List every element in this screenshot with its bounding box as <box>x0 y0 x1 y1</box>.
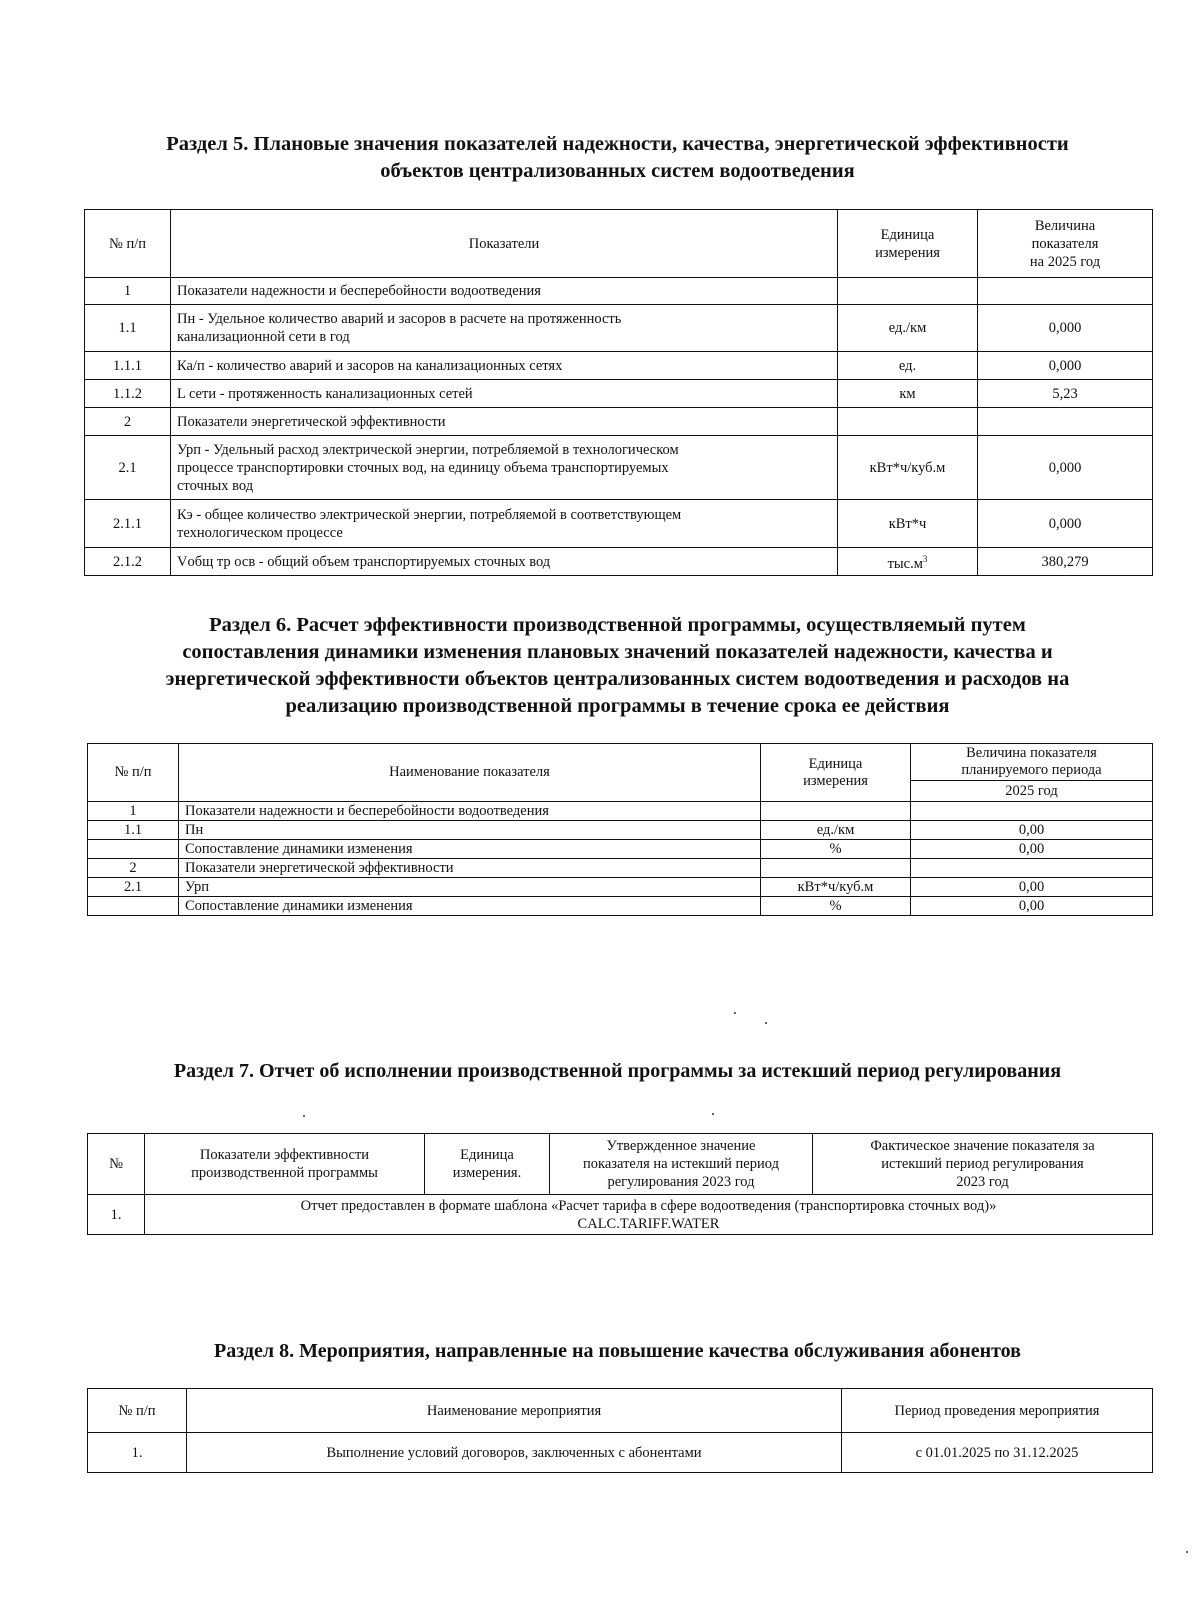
report-text-line2: CALC.TARIFF.WATER <box>577 1215 720 1232</box>
cell-unit <box>761 859 911 878</box>
col-header-num: № п/п <box>88 1389 187 1433</box>
cell-unit: ед./км <box>838 305 978 352</box>
cell-value: 0,00 <box>911 840 1153 859</box>
cell-value <box>911 802 1153 821</box>
cell-num: 1. <box>88 1433 187 1473</box>
cell-unit: ед./км <box>761 821 911 840</box>
cell-num: 1 <box>88 802 179 821</box>
col-header-actual-line1: Фактическое значение показателя за <box>870 1138 1095 1154</box>
col-header-approved-line1: Утвержденное значение <box>606 1138 756 1154</box>
scan-speck <box>1186 1551 1188 1553</box>
cell-indicator <box>171 436 838 500</box>
col-header-value-line3: на 2025 год <box>1029 253 1101 270</box>
col-header-period: Период проведения мероприятия <box>842 1389 1153 1433</box>
cell-indicator-line2: канализационной сети в год <box>177 329 350 345</box>
cell-value: 0,000 <box>978 436 1153 500</box>
col-header-num: № п/п <box>88 744 179 802</box>
cell-indicator-line2: процессе транспортировки сточных вод, на единицу объема транспортируемых <box>177 459 669 476</box>
section6-title-line2: сопоставления динамики изменения плановых значений показателей надежности, качества и <box>182 641 1053 663</box>
cell-report-text <box>145 1195 1153 1235</box>
table-row <box>88 821 1153 840</box>
cell-indicator: Vобщ тр осв - общий объем транспортируемых сточных вод <box>171 548 838 576</box>
cell-indicator: Ка/п - количество аварий и засоров на канализационных сетях <box>171 352 838 380</box>
section6-title-line4: реализацию производственной программы в течение срока ее действия <box>285 695 950 717</box>
cell-unit <box>761 802 911 821</box>
cell-indicator-line3: сточных вод <box>177 477 254 494</box>
cell-num <box>88 897 179 916</box>
col-header-value <box>978 210 1153 278</box>
cell-num: 1 <box>85 278 171 305</box>
col-header-value <box>911 744 1153 781</box>
col-header-unit-line1: Единица <box>880 226 935 243</box>
table-row <box>85 500 1153 548</box>
col-header-approved-line3: регулирования 2023 год <box>607 1174 755 1190</box>
cell-indicator: L сети - протяженность канализационных сетей <box>171 380 838 408</box>
cell-value <box>911 859 1153 878</box>
col-header-approved-line2: показателя на истекший период <box>583 1156 779 1172</box>
cell-num: 2 <box>85 408 171 436</box>
cell-indicator: Показатели надежности и бесперебойности водоотведения <box>171 278 838 305</box>
cell-num: 2 <box>88 859 179 878</box>
scan-speck <box>303 1115 305 1117</box>
table-row <box>88 859 1153 878</box>
col-header-indicators-line2: производственной программы <box>191 1165 378 1181</box>
section5-table <box>84 209 1153 576</box>
cell-name: Показатели энергетической эффективности <box>179 859 761 878</box>
col-header-indicator: Показатели <box>171 210 838 278</box>
unit-superscript: 3 <box>922 554 928 565</box>
cell-value <box>978 408 1153 436</box>
table-row <box>85 278 1153 305</box>
col-header-value-line2: планируемого периода <box>961 762 1102 778</box>
col-header-approved <box>550 1134 813 1195</box>
cell-unit: кВт*ч/куб.м <box>761 878 911 897</box>
cell-value: 0,00 <box>911 878 1153 897</box>
col-header-unit-line1: Единица <box>460 1147 514 1163</box>
table-row <box>85 352 1153 380</box>
report-text-line1: Отчет предоставлен в формате шаблона «Расчет тарифа в сфере водоотведения (транспортировка сточных вод)» <box>300 1197 997 1214</box>
table-header-row <box>85 210 1153 278</box>
col-header-value-line1: Величина показателя <box>966 745 1097 761</box>
cell-unit: % <box>761 840 911 859</box>
table-row <box>85 408 1153 436</box>
cell-indicator-line2: технологическом процессе <box>177 524 343 541</box>
cell-num: 1. <box>88 1195 145 1235</box>
cell-unit: ед. <box>838 352 978 380</box>
col-header-actual-line3: 2023 год <box>956 1174 1009 1190</box>
cell-value: 0,000 <box>978 352 1153 380</box>
col-header-unit <box>425 1134 550 1195</box>
col-header-unit <box>761 744 911 802</box>
table-row <box>85 436 1153 500</box>
col-header-unit-line2: измерения <box>875 244 940 261</box>
cell-name: Сопоставление динамики изменения <box>179 840 761 859</box>
cell-name: Сопоставление динамики изменения <box>179 897 761 916</box>
cell-indicator <box>171 500 838 548</box>
section8-title: Раздел 8. Мероприятия, направленные на повышение качества обслуживания абонентов <box>214 1340 1021 1362</box>
section6-table <box>87 743 1153 916</box>
table-row <box>88 1195 1153 1235</box>
table-row <box>88 1433 1153 1473</box>
section7-title: Раздел 7. Отчет об исполнении производственной программы за истекший период регулирования <box>173 1060 1062 1082</box>
table-header-row <box>88 1134 1153 1195</box>
col-header-value-line1: Величина <box>1034 217 1096 234</box>
cell-unit: км <box>838 380 978 408</box>
unit-text: тыс.м <box>887 555 923 572</box>
cell-value: 0,000 <box>978 500 1153 548</box>
cell-num <box>88 840 179 859</box>
col-header-value-line2: показателя <box>1031 235 1099 252</box>
section7-table <box>87 1133 1153 1235</box>
cell-unit: кВт*ч <box>838 500 978 548</box>
cell-num: 1.1.1 <box>85 352 171 380</box>
col-header-actual <box>813 1134 1153 1195</box>
cell-indicator <box>171 305 838 352</box>
section5-title-line1: Раздел 5. Плановые значения показателей надежности, качества, энергетической эффективности <box>166 133 1069 155</box>
cell-indicator-line1: Урп - Удельный расход электрической энергии, потребляемой в технологическом <box>177 441 679 458</box>
table-row <box>85 380 1153 408</box>
cell-unit <box>838 548 978 576</box>
col-header-name: Наименование показателя <box>179 744 761 802</box>
cell-num: 1.1 <box>88 821 179 840</box>
cell-num: 2.1.2 <box>85 548 171 576</box>
table-row <box>88 897 1153 916</box>
col-header-unit-line2: измерения. <box>452 1165 522 1181</box>
col-header-unit-line1: Единица <box>808 755 863 772</box>
scan-speck <box>765 1022 767 1024</box>
table-header-row <box>88 744 1153 781</box>
cell-period: с 01.01.2025 по 31.12.2025 <box>842 1433 1153 1473</box>
col-header-actual-line2: истекший период регулирования <box>881 1156 1084 1172</box>
cell-value: 5,23 <box>978 380 1153 408</box>
col-header-unit-line2: измерения <box>803 772 868 789</box>
cell-num: 1.1 <box>85 305 171 352</box>
table-row <box>85 548 1153 576</box>
scan-speck <box>734 1012 736 1014</box>
col-header-name: Наименование мероприятия <box>187 1389 842 1433</box>
table-row <box>88 840 1153 859</box>
cell-name: Показатели надежности и бесперебойности водоотведения <box>179 802 761 821</box>
col-header-num: № <box>88 1134 145 1195</box>
section6-title-line1: Раздел 6. Расчет эффективности производственной программы, осуществляемый путем <box>209 614 1026 636</box>
table-row <box>88 878 1153 897</box>
cell-num: 2.1 <box>85 436 171 500</box>
cell-name: Пн <box>179 821 761 840</box>
section5-title <box>80 131 1155 185</box>
section8-table <box>87 1388 1153 1473</box>
cell-value: 380,279 <box>978 548 1153 576</box>
cell-unit <box>838 278 978 305</box>
col-header-year: 2025 год <box>911 781 1153 802</box>
table-header-row <box>88 1389 1153 1433</box>
cell-name: Урп <box>179 878 761 897</box>
col-header-num: № п/п <box>85 210 171 278</box>
col-header-unit <box>838 210 978 278</box>
cell-indicator-line1: Пн - Удельное количество аварий и засоров в расчете на протяженность <box>177 311 622 327</box>
cell-name: Выполнение условий договоров, заключенных с абонентами <box>187 1433 842 1473</box>
section5-title-line2: объектов централизованных систем водоотведения <box>380 160 855 182</box>
cell-num: 2.1.1 <box>85 500 171 548</box>
col-header-indicators-line1: Показатели эффективности <box>199 1147 370 1163</box>
table-row <box>85 305 1153 352</box>
cell-unit: кВт*ч/куб.м <box>838 436 978 500</box>
cell-value: 0,000 <box>978 305 1153 352</box>
cell-indicator: Показатели энергетической эффективности <box>171 408 838 436</box>
col-header-indicators <box>145 1134 425 1195</box>
cell-value: 0,00 <box>911 897 1153 916</box>
cell-unit: % <box>761 897 911 916</box>
cell-num: 1.1.2 <box>85 380 171 408</box>
cell-unit <box>838 408 978 436</box>
section6-title-line3: энергетической эффективности объектов централизованных систем водоотведения и расходов на <box>165 668 1070 690</box>
scan-speck <box>712 1113 714 1115</box>
section6-title <box>80 612 1155 720</box>
cell-num: 2.1 <box>88 878 179 897</box>
table-row <box>88 802 1153 821</box>
cell-indicator-line1: Кэ - общее количество электрической энергии, потребляемой в соответствующем <box>177 506 682 523</box>
cell-value: 0,00 <box>911 821 1153 840</box>
cell-value <box>978 278 1153 305</box>
